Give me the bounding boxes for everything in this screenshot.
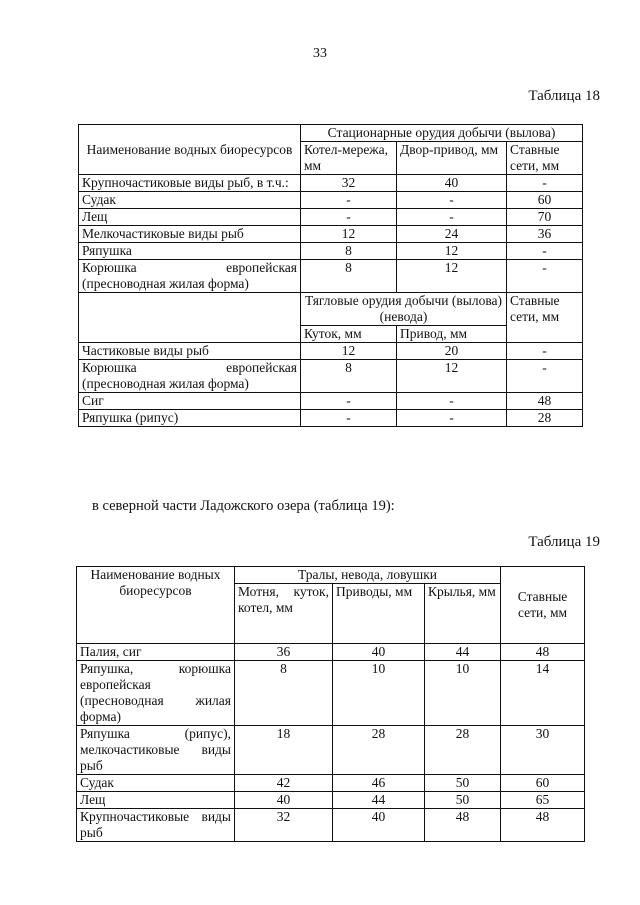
row-name: Крупночастиковые виды рыб, в т.ч.: [79,175,301,192]
table-18-caption: Таблица 18 [528,88,600,104]
row-value: - [397,410,507,427]
row-value: 12 [397,243,507,260]
row-value: 60 [507,192,583,209]
row-value: - [397,393,507,410]
row-value: 36 [235,644,333,661]
table-row [77,809,585,842]
row-value: - [397,209,507,226]
row-name: Ряпушка (рипус) [79,410,301,427]
table-19 [76,566,585,842]
table-18 [78,124,583,427]
table-19-col-header: Мотня, куток, котел, мм [235,584,333,644]
row-value: 32 [235,809,333,842]
row-name: Сиг [79,393,301,410]
row-value: 32 [301,175,397,192]
table-row [79,192,583,209]
row-name: Корюшка европейская (пресноводная жилая форма) [79,360,301,393]
row-value: 14 [501,661,585,726]
row-value: - [301,209,397,226]
row-value: 44 [333,792,425,809]
row-value: 50 [425,792,501,809]
row-value: 28 [507,410,583,427]
row-value: 50 [425,775,501,792]
table-19-caption: Таблица 19 [528,534,600,550]
row-name: Судак [79,192,301,209]
table-row [79,175,583,192]
row-name: Лещ [77,792,235,809]
row-value: 24 [397,226,507,243]
table-19-nets-header: Ставные сети, мм [501,567,585,644]
row-value: 10 [425,661,501,726]
row-value: 8 [301,360,397,393]
row-value: 40 [333,644,425,661]
row-value: 40 [235,792,333,809]
table-18-group2-header: Тягловые орудия добычи (вылова) (невода) [301,293,507,326]
row-value: 30 [501,726,585,775]
row-value: 70 [507,209,583,226]
table-row [79,226,583,243]
row-value: - [301,410,397,427]
table-19-col-header: Крылья, мм [425,584,501,644]
row-value: 20 [397,343,507,360]
table-row [77,792,585,809]
intro-text: в северной части Ладожского озера (таблица 19): [92,498,395,514]
table-row [77,644,585,661]
row-value: 48 [425,809,501,842]
table-row [77,726,585,775]
table-row [77,775,585,792]
row-value: 42 [235,775,333,792]
row-value: 8 [235,661,333,726]
row-value: 10 [333,661,425,726]
row-value: 12 [397,360,507,393]
row-value: 28 [425,726,501,775]
row-value: 36 [507,226,583,243]
table-18-name-header: Наименование водных биоресурсов [79,125,301,175]
row-value: 46 [333,775,425,792]
table-19-col-header: Приводы, мм [333,584,425,644]
row-value: 12 [397,260,507,293]
row-value: 44 [425,644,501,661]
table-18-col-header: Двор-привод, мм [397,142,507,175]
row-name: Ряпушка (рипус), мелкочастиковые виды рыб [77,726,235,775]
row-value: - [397,192,507,209]
table-19-header-row [77,567,585,584]
row-value: 48 [501,809,585,842]
table-row [79,260,583,293]
table-18-col-header: Котел-мережа, мм [301,142,397,175]
row-value: - [507,343,583,360]
row-value: - [301,192,397,209]
table-18-group1-header: Стационарные орудия добычи (вылова) [301,125,583,142]
row-value: - [507,360,583,393]
row-value: 18 [235,726,333,775]
row-value: - [301,393,397,410]
row-value: 12 [301,226,397,243]
row-value: - [507,243,583,260]
table-row [77,661,585,726]
table-18-nets-header: Ставные сети, мм [507,293,583,343]
row-name: Ряпушка [79,243,301,260]
row-name: Частиковые виды рыб [79,343,301,360]
table-18-col-header: Привод, мм [397,326,507,343]
table-row [79,410,583,427]
row-value: 65 [501,792,585,809]
row-value: 40 [333,809,425,842]
row-name: Судак [77,775,235,792]
row-name: Лещ [79,209,301,226]
row-value: - [507,175,583,192]
row-name: Палия, сиг [77,644,235,661]
table-18-empty-cell [79,293,301,343]
row-name: Мелкочастиковые виды рыб [79,226,301,243]
row-value: 60 [501,775,585,792]
row-value: - [507,260,583,293]
table-row [79,243,583,260]
table-19-group-header: Тралы, невода, ловушки [235,567,501,584]
table-18-body [79,125,583,427]
row-value: 8 [301,243,397,260]
row-value: 40 [397,175,507,192]
table-row [79,343,583,360]
table-18-col-header: Куток, мм [301,326,397,343]
row-name: Крупночастиковые виды рыб [77,809,235,842]
row-value: 48 [501,644,585,661]
table-18-header-row [79,125,583,142]
table-row [79,393,583,410]
row-value: 12 [301,343,397,360]
row-value: 28 [333,726,425,775]
table-18-col-header: Ставные сети, мм [507,142,583,175]
table-row [79,209,583,226]
table-row [79,360,583,393]
row-name: Корюшка европейская (пресноводная жилая форма) [79,260,301,293]
page-number: 33 [313,46,327,61]
row-name: Ряпушка, корюшка европейская (пресноводная жилая форма) [77,661,235,726]
table-19-body [77,567,585,842]
table-18-header-row-2 [79,293,583,326]
table-19-name-header: Наименование водных биоресурсов [77,567,235,644]
row-value: 48 [507,393,583,410]
row-value: 8 [301,260,397,293]
